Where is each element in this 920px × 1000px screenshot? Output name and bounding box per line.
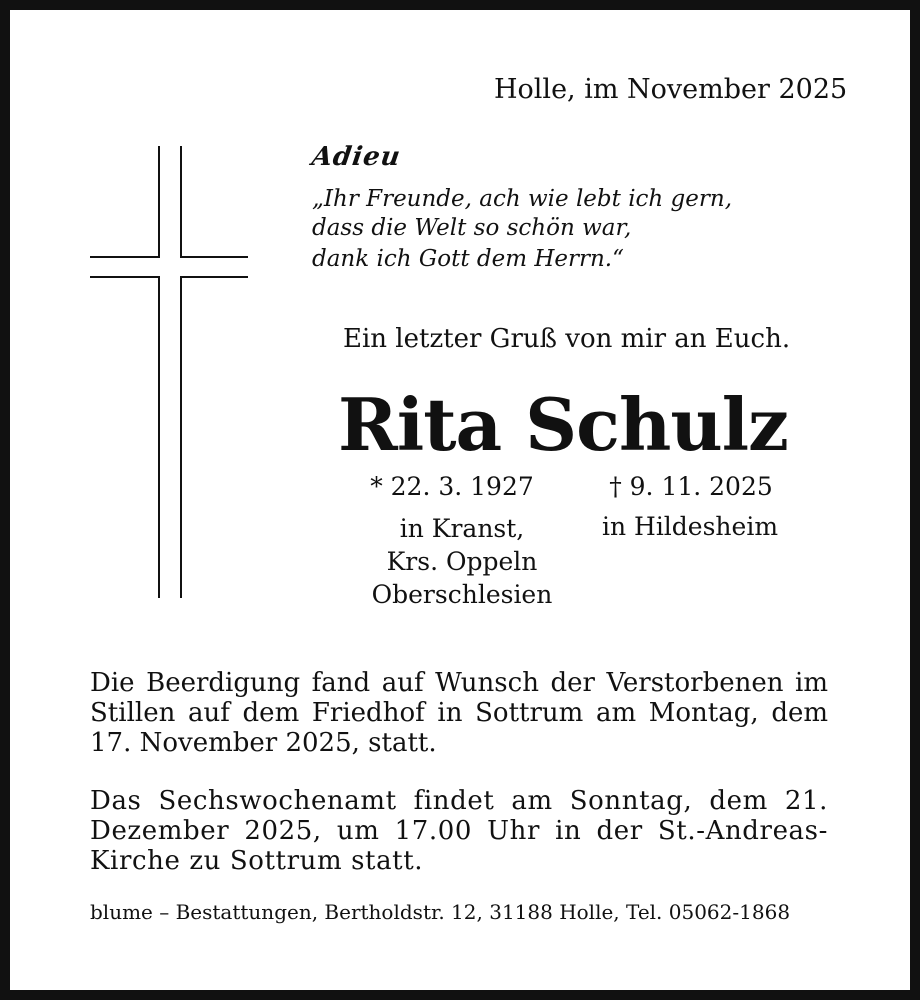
death-place: in Hildesheim <box>601 512 779 541</box>
birth-place <box>352 512 572 611</box>
place-date: Holle, im November 2025 <box>494 74 848 105</box>
memorial-service-paragraph: Das Sechswochenamt findet am Sonntag, dem 21. Dezember 2025, um 17.00 Uhr in der St.-Andreas-Kirche zu Sottrum statt. <box>90 786 828 876</box>
funeral-notice-paragraph: Die Beerdigung fand auf Wunsch der Verstorbenen im Stillen auf dem Friedhof in Sottrum am Montag, dem 17. November 2025, statt. <box>90 668 828 758</box>
poem-line-2: dass die Welt so schön war, <box>312 215 632 241</box>
birth-place-line: in Kranst, <box>399 514 525 543</box>
farewell-greeting: Ein letzter Gruß von mir an Euch. <box>343 324 791 354</box>
poem-line-1: „Ihr Freunde, ach wie lebt ich gern, <box>312 186 733 212</box>
poem-line-3: dank ich Gott dem Herrn.“ <box>312 246 624 272</box>
death-date: † 9. 11. 2025 <box>609 472 773 501</box>
motto-title: Adieu <box>309 142 403 172</box>
birth-place-line: Krs. Oppeln <box>386 547 538 576</box>
undertaker-footer: blume – Bestattungen, Bertholdstr. 12, 31188 Holle, Tel. 05062-1868 <box>90 900 791 924</box>
birth-date: * 22. 3. 1927 <box>370 472 534 501</box>
birth-place-line: Oberschlesien <box>371 580 553 609</box>
deceased-name: Rita Schulz <box>338 382 788 467</box>
